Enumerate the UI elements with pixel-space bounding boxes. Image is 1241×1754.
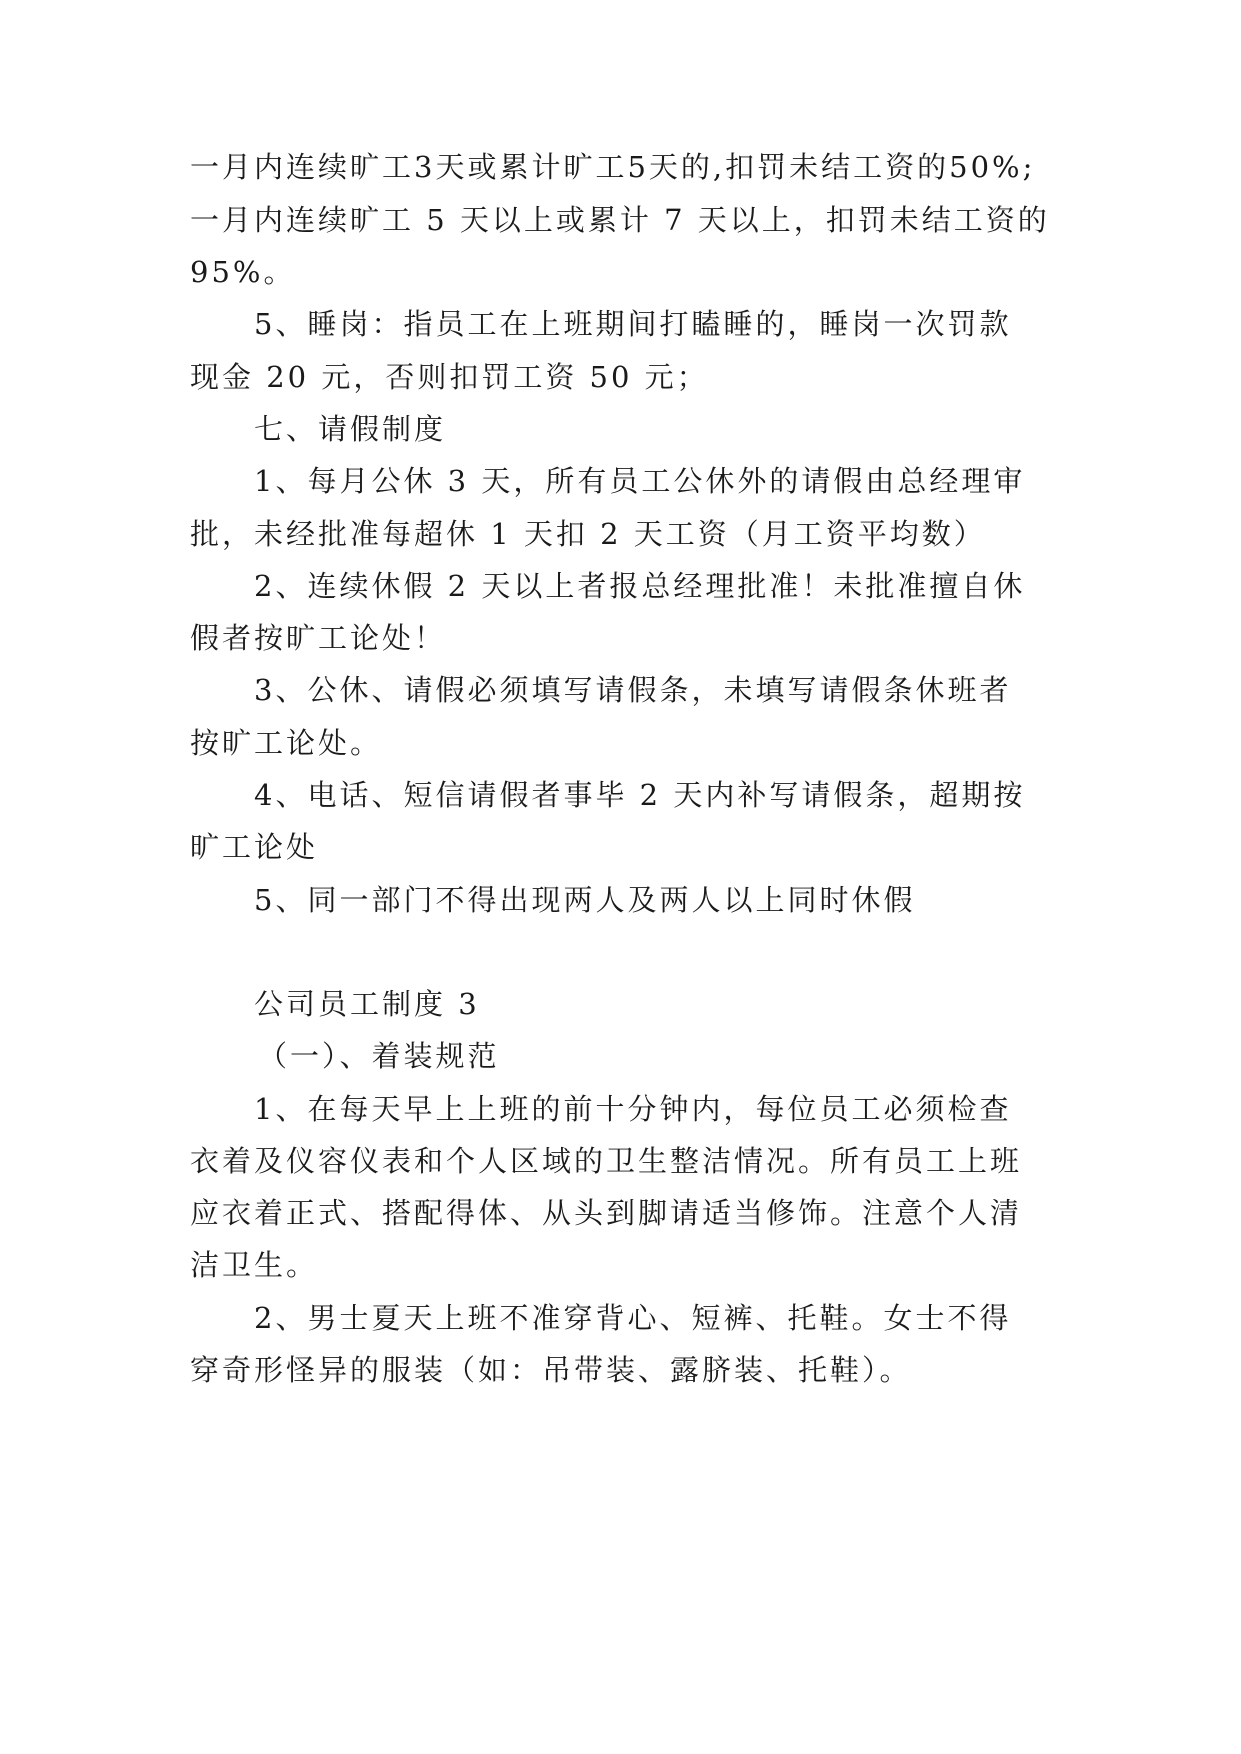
paragraph-line: 应衣着正式、搭配得体、从头到脚请适当修饰。注意个人清 [190, 1196, 1023, 1230]
paragraph-line: 1、在每天早上上班的前十分钟内，每位员工必须检查 [254, 1092, 1012, 1126]
paragraph-line: 2、男士夏天上班不准穿背心、短裤、托鞋。女士不得 [254, 1301, 1012, 1335]
paragraph-line: 洁卫生。 [190, 1248, 319, 1282]
paragraph-line: 5、同一部门不得出现两人及两人以上同时休假 [254, 883, 916, 917]
section-heading: （一）、着装规范 [258, 1039, 500, 1073]
paragraph-line: 衣着及仪容仪表和个人区域的卫生整洁情况。所有员工上班 [190, 1144, 1023, 1178]
paragraph-line: 一月内连续旷工 5 天以上或累计 7 天以上，扣罚未结工资的 [190, 203, 1050, 237]
section-heading: 七、请假制度 [254, 412, 447, 446]
paragraph-line: 旷工论处 [190, 830, 319, 864]
paragraph-line: 2、连续休假 2 天以上者报总经理批准！未批准擅自休 [254, 569, 1026, 603]
paragraph-line: 按旷工论处。 [190, 726, 383, 760]
paragraph-line: 穿奇形怪异的服装（如：吊带装、露脐装、托鞋）。 [190, 1353, 912, 1387]
paragraph-line: 4、电话、短信请假者事毕 2 天内补写请假条，超期按 [254, 778, 1026, 812]
paragraph-line: 一月内连续旷工3天或累计旷工5天的,扣罚未结工资的50%; [190, 150, 1036, 184]
paragraph-line: 假者按旷工论处！ [190, 621, 447, 655]
paragraph-line: 95%。 [190, 255, 296, 289]
paragraph-line: 5、睡岗：指员工在上班期间打瞌睡的，睡岗一次罚款 [254, 307, 1012, 341]
paragraph-line: 3、公休、请假必须填写请假条，未填写请假条休班者 [254, 673, 1012, 707]
paragraph-line: 批，未经批准每超休 1 天扣 2 天工资（月工资平均数） [190, 517, 986, 551]
paragraph-line: 1、每月公休 3 天，所有员工公休外的请假由总经理审 [254, 464, 1026, 498]
paragraph-line: 现金 20 元，否则扣罚工资 50 元； [190, 360, 709, 394]
section-title: 公司员工制度 3 [254, 987, 480, 1021]
